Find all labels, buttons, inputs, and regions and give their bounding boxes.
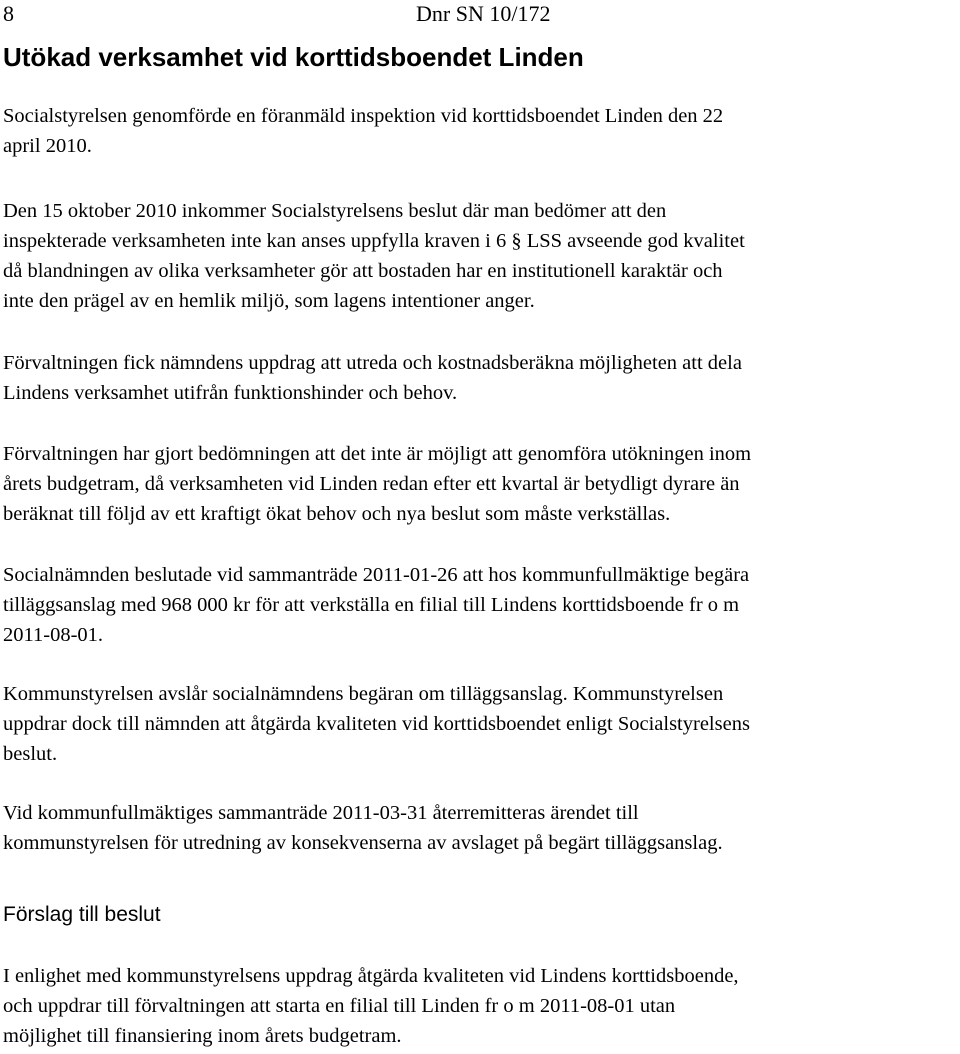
paragraph-line: Förvaltningen har gjort bedömningen att det inte är möjligt att genomföra utökningen inom	[3, 443, 752, 465]
document-title: Utökad verksamhet vid korttidsboendet Linden	[3, 42, 584, 72]
paragraph-line: Socialnämnden beslutade vid sammanträde 2011-01-26 att hos kommunfullmäktige begära	[3, 564, 750, 586]
paragraph-line: 2011-08-01.	[3, 624, 104, 646]
paragraph-line: Den 15 oktober 2010 inkommer Socialstyrelsens beslut där man bedömer att den	[3, 200, 667, 222]
paragraph-line: Socialstyrelsen genomförde en föranmäld inspektion vid korttidsboendet Linden den 22	[3, 105, 724, 127]
paragraph-line: Vid kommunfullmäktiges sammanträde 2011-03-31 återremitteras ärendet till	[3, 802, 639, 824]
paragraph-line: inspekterade verksamheten inte kan anses uppfylla kraven i 6 § LSS avseende god kvalitet	[3, 230, 745, 252]
paragraph-assignment	[3, 348, 958, 408]
paragraph-line: april 2010.	[3, 135, 92, 157]
paragraph-line: Förvaltningen fick nämndens uppdrag att utreda och kostnadsberäkna möjligheten att dela	[3, 352, 742, 374]
paragraph-line: kommunstyrelsen för utredning av konsekvenserna av avslaget på begärt tilläggsanslag.	[3, 832, 723, 854]
paragraph-social-committee	[3, 560, 958, 650]
paragraph-inspection	[3, 101, 958, 161]
paragraph-line: beräknat till följd av ett kraftigt ökat behov och nya beslut som måste verkställas.	[3, 503, 671, 525]
paragraph-decision	[3, 196, 958, 316]
paragraph-line: I enlighet med kommunstyrelsens uppdrag åtgärda kvaliteten vid Lindens korttidsboende,	[3, 965, 739, 987]
paragraph-line: och uppdrar till förvaltningen att starta en filial till Linden fr o m 2011-08-01 utan	[3, 995, 676, 1017]
paragraph-line: årets budgetram, då verksamheten vid Linden redan efter ett kvartal är betydligt dyrare än	[3, 473, 740, 495]
page-header	[3, 0, 953, 30]
paragraph-line: uppdrar dock till nämnden att åtgärda kvaliteten vid korttidsboendet enligt Socialstyrelsens	[3, 713, 750, 735]
paragraph-proposal	[3, 961, 958, 1051]
paragraph-line: inte den prägel av en hemlik miljö, som lagens intentioner anger.	[3, 290, 535, 312]
page-number: 8	[3, 1, 14, 26]
paragraph-line: tilläggsanslag med 968 000 kr för att verkställa en filial till Lindens korttidsboende fr o m	[3, 594, 740, 616]
paragraph-line: beslut.	[3, 743, 58, 765]
paragraph-assessment	[3, 439, 958, 529]
paragraph-line: möjlighet till finansiering inom årets budgetram.	[3, 1025, 402, 1047]
section-heading-proposal: Förslag till beslut	[3, 903, 161, 926]
document-reference: Dnr SN 10/172	[416, 1, 551, 26]
paragraph-line: Kommunstyrelsen avslår socialnämndens begäran om tilläggsanslag. Kommunstyrelsen	[3, 683, 724, 705]
paragraph-executive-board	[3, 679, 958, 769]
paragraph-line: Lindens verksamhet utifrån funktionshinder och behov.	[3, 382, 458, 404]
paragraph-council	[3, 798, 958, 858]
paragraph-line: då blandningen av olika verksamheter gör att bostaden har en institutionell karaktär och	[3, 260, 723, 282]
